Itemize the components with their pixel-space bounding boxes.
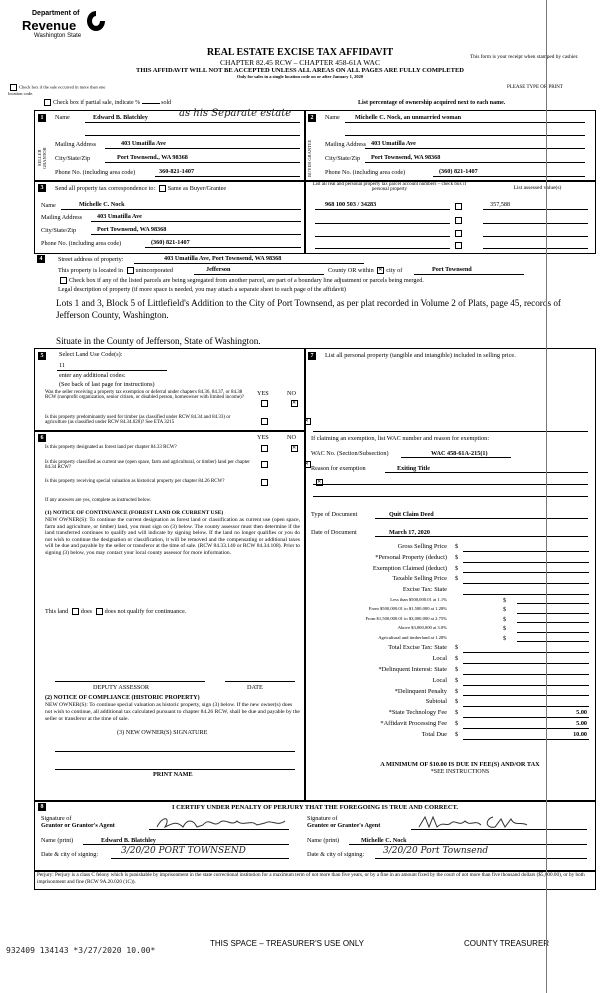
corr-city-label: City/State/Zip (41, 227, 77, 234)
reason-value[interactable]: Exiting Title (397, 465, 430, 472)
buyer-phone[interactable]: (360) 821-1407 (439, 168, 478, 175)
dollar-sign: $ (455, 709, 459, 717)
city-of-row (328, 267, 402, 274)
tax-row-value-line[interactable] (463, 739, 589, 740)
dollar-sign: $ (455, 698, 459, 706)
unincorporated-label: unincorporated (135, 267, 173, 274)
buyer-section (304, 110, 596, 182)
grantee-date-city[interactable]: 3/20/20 Port Townsend (383, 846, 489, 856)
buyer-name[interactable]: Michelle C. Nock, an unmarried woman (355, 114, 462, 121)
tax-row-value-line[interactable] (463, 717, 589, 718)
corr-city[interactable]: Port Townsend, WA 98368 (97, 226, 167, 233)
seller-city-label: City/State/Zip (55, 155, 91, 162)
tax-row-label: Exemption Claimed (deduct) (372, 564, 447, 572)
does-not-label: does not qualify for continuance. (104, 608, 187, 615)
grantor-print-label: Name (print) (41, 837, 74, 844)
section-7 (304, 348, 596, 802)
unincorporated-checkbox[interactable] (127, 267, 134, 274)
assessor-date-label: DATE (247, 684, 263, 691)
grantor-date-city-label: Date & city of signing: (41, 851, 99, 858)
section-8-badge: 8 (38, 803, 46, 811)
does-checkbox[interactable] (72, 608, 79, 615)
tax-row-value-line[interactable] (517, 622, 589, 623)
tax-row (305, 624, 595, 634)
dor-logo (22, 8, 132, 50)
tax-row-value-line[interactable] (463, 652, 589, 653)
location-row (58, 267, 173, 274)
dollar-sign: $ (455, 666, 459, 674)
historic-title: (2) NOTICE OF COMPLIANCE (HISTORIC PROPERTY) (45, 695, 200, 701)
form-warning: THIS AFFIDAVIT WILL NOT BE ACCEPTED UNLESS ALL AREAS ON ALL PAGES ARE FULLY COMPLETED (136, 67, 464, 74)
type-or-print: PLEASE TYPE OR PRINT (507, 85, 563, 90)
s6-no-header: NO (287, 434, 296, 441)
print-name-label: PRINT NAME (153, 771, 193, 778)
does-label: does (80, 608, 93, 615)
deputy-assessor-label: DEPUTY ASSESSOR (93, 684, 149, 691)
tax-row-label: *State Technology Fee (388, 709, 447, 717)
multi-location-checkbox[interactable] (10, 84, 17, 91)
minimum-note: A MINIMUM OF $10.00 IS DUE IN FEE(S) AND/OR TAX (380, 761, 540, 768)
tax-row-label: Total Excise Tax: State (388, 644, 447, 652)
forest-yes-checkbox[interactable] (261, 445, 268, 452)
correspondence-section (34, 180, 306, 254)
seller-phone[interactable]: 360-821-1407 (159, 168, 195, 175)
logo-dept-line3: Washington State (34, 33, 82, 39)
see-instructions-note: *SEE INSTRUCTIONS (430, 769, 490, 775)
grantor-signature[interactable] (153, 813, 293, 833)
dollar-sign: $ (503, 634, 507, 642)
multi-location-label: Check box if the sale occurred in more than one location code. (8, 84, 106, 96)
this-land-label: This land (45, 608, 69, 615)
tax-row-value[interactable]: 10.00 (573, 730, 587, 738)
section-7-badge: 7 (308, 352, 316, 360)
dollar-sign: $ (455, 655, 459, 663)
tax-row-value[interactable]: 5.00 (576, 709, 587, 717)
tax-row-label: Less than $500,000.01 at 1.1% (390, 596, 447, 602)
form-title: REAL ESTATE EXCISE TAX AFFIDAVIT (206, 47, 394, 58)
reason-label: Reason for exemption (311, 465, 366, 472)
dollar-sign: $ (455, 644, 459, 652)
boundary-row (58, 277, 588, 284)
grantor-sig-label1: Signature of (41, 815, 72, 822)
tax-row-value-line[interactable] (463, 706, 589, 707)
timber-question: Is this property predominantly used for timber (as classified under RCW 84.34 and 84.33) or agriculture (as classified under RCW 84.34.020)? See ETA 3215 (45, 415, 231, 425)
tax-row (305, 585, 595, 596)
tax-row-value-line[interactable] (463, 685, 589, 686)
tax-row (305, 564, 595, 575)
tax-row-label: *Personal Property (deduct) (375, 553, 447, 561)
tax-row-label: Local (432, 655, 447, 663)
land-use-label: Select Land Use Code(s): (59, 351, 123, 358)
land-use-code[interactable]: 11 (59, 362, 65, 369)
new-owner-print-line[interactable] (55, 769, 295, 770)
forest-no-checkbox[interactable] (291, 445, 298, 452)
tax-row (305, 634, 595, 644)
perjury-text: Perjury: Perjury is a class C felony which is punishable by imprisonment in the state correctional institution for a maximum term of not more than five years, or by a fine in an amount fixed by the court of not more than five thousand dollars ($5,000.00), or by both imprisonment and fine (RCW 9A.20.020 (1C)). (37, 872, 585, 885)
seller-name-handwritten: as his Separate estate (179, 108, 292, 119)
historic-yes-checkbox[interactable] (261, 479, 268, 486)
county-treasurer-label: COUNTY TREASURER (464, 939, 550, 948)
parcel-account[interactable]: 968 100 503 / 34283 (325, 201, 377, 208)
grantor-sig-label2: Grantor or Grantor's Agent (41, 822, 115, 829)
same-as-buyer-checkbox[interactable] (159, 185, 166, 192)
boundary-checkbox[interactable] (60, 277, 67, 284)
corr-mailing-label: Mailing Address (41, 214, 83, 221)
tax-row (305, 553, 595, 564)
seller-section (34, 110, 306, 182)
new-owner-signature-label: (3) NEW OWNER(S) SIGNATURE (117, 729, 208, 736)
doc-date-label: Date of Document (311, 529, 357, 536)
receipt-note: This form is your receipt when stamped by cashier. (470, 54, 579, 60)
grantee-date-city-label: Date & city of signing: (307, 851, 365, 858)
page-edge (546, 0, 547, 993)
dollar-sign: $ (455, 730, 459, 738)
partial-sale-checkbox[interactable] (44, 99, 51, 106)
tax-row (305, 687, 595, 698)
property-section (34, 252, 594, 348)
grantee-signature[interactable] (415, 813, 545, 833)
treasurer-stamp: 932409 134143 *3/27/2020 10.00* (6, 946, 156, 955)
partial-sale-row (42, 99, 171, 106)
city-of-label: city of (386, 267, 403, 274)
tax-row (305, 643, 595, 654)
does-not-checkbox[interactable] (96, 608, 103, 615)
street-label: Street address of property: (58, 256, 124, 263)
timber-yes-checkbox[interactable] (261, 418, 268, 425)
dollar-sign: $ (455, 553, 459, 561)
tax-row-value-line[interactable] (517, 603, 589, 604)
personal-property-checkbox-3[interactable] (455, 230, 462, 237)
grantee-print-label: Name (print) (307, 837, 340, 844)
land-use-section (34, 348, 306, 432)
dollar-sign: $ (455, 543, 459, 550)
treasurer-space-label: THIS SPACE – TREASURER'S USE ONLY (210, 939, 365, 948)
grantee-sig-label1: Signature of (307, 815, 338, 822)
continuance-text: NEW OWNER(S): To continue the current designation as forest land or classification as current use (open space, farm and agriculture, or timber) land, you must sign on (3) below. The county assessor must then determine if the land transferred continues to qualify and will indicate by signing below. If the land no longer qualifies or you do not wish to continue the designation or classification, it will be removed and the compensating or additional taxes will be due and payable by the seller or transferor at the time of sale. (RCW 84.33.140 or RCW 84.34.108). Prior to signing (3) below, you may contact your local county assessor for more information. (45, 517, 300, 556)
section-6-badge: 6 (38, 434, 46, 442)
personal-property-checkbox-4[interactable] (455, 242, 462, 249)
section-8 (34, 800, 596, 872)
tax-row-value-line[interactable] (463, 572, 589, 573)
tax-computation-table (305, 542, 595, 741)
s6-yes-header: YES (257, 434, 269, 441)
tax-row-label: *Affidavit Processing Fee (380, 720, 447, 728)
seller-name-label: Name (55, 114, 70, 121)
logo-dept-line1: Department of (32, 10, 80, 17)
tax-row-label: Gross Selling Price (397, 543, 447, 550)
county-label: County OR within (328, 267, 374, 274)
dollar-sign: $ (455, 720, 459, 728)
section-5-badge: 5 (38, 352, 46, 360)
perjury-notice (34, 870, 596, 890)
grantor-print-name[interactable]: Edward B. Blatchley (101, 837, 156, 844)
personal-property-checkbox-2[interactable] (455, 217, 462, 224)
additional-codes-label: enter any additional codes: (59, 372, 126, 379)
boundary-label: Check box if any of the listed parcels are being segregated from another parcel, are part of a boundary line adjustment or parcels being merged. (69, 277, 424, 284)
county-value[interactable]: Jefferson (206, 266, 231, 273)
grantee-sig-label2: Grantee or Grantee's Agent (307, 822, 381, 829)
land-use-yes-header: YES (257, 390, 269, 397)
legal-situate[interactable]: Situate in the County of Jefferson, State of Washington. (56, 336, 261, 346)
tax-row-value-line[interactable] (517, 613, 589, 614)
historic-question: Is this property receiving special valuation as historical property per chapter 84.26 RCW? (45, 479, 225, 484)
seller-mailing[interactable]: 403 Umatilla Ave (121, 140, 166, 147)
corr-phone-label: Phone No. (including area code) (41, 240, 122, 247)
buyer-mailing[interactable]: 403 Umatilla Ave (371, 140, 416, 147)
tax-row (305, 719, 595, 730)
current-use-yes-checkbox[interactable] (261, 461, 268, 468)
ownership-note: List percentage of ownership acquired next to each name. (358, 100, 506, 106)
dor-emblem-icon (86, 10, 106, 32)
tax-row-value-line[interactable] (463, 583, 589, 584)
new-owner-signature-line[interactable] (55, 751, 295, 752)
tax-row (305, 676, 595, 687)
tax-row-value[interactable]: 5.00 (576, 720, 587, 728)
wac-value[interactable]: WAC 458-61A-215(1) (431, 450, 488, 457)
tax-row-value-line[interactable] (463, 594, 589, 595)
correspondence-label: Send all property tax correspondence to: (55, 185, 156, 192)
tax-row-label: Taxable Selling Price (392, 575, 447, 583)
corr-name-label: Name (41, 202, 56, 209)
buyer-city-label: City/State/Zip (325, 155, 361, 162)
tax-row (305, 615, 595, 625)
correspondence-row (55, 185, 226, 192)
exemption-label: If claiming an exemption, list WAC number and reason for exemption: (311, 435, 490, 442)
seller-mailing-label: Mailing Address (55, 141, 97, 148)
seller-city[interactable]: Port Townsend., WA 98368 (117, 154, 188, 161)
tax-row-value-line[interactable] (517, 632, 589, 633)
tax-row-label: Agricultural and timberland at 1.28% (378, 634, 447, 640)
personal-property-label: List all personal property (tangible and intangible) included in selling price. (325, 352, 516, 359)
tax-row-label: Local (432, 676, 447, 684)
parcel-section (304, 180, 596, 254)
tax-row-label: Excise Tax: State (402, 586, 447, 594)
city-value[interactable]: Port Townsend (432, 266, 472, 273)
doc-type-label: Type of Document (311, 511, 358, 518)
parcel-value[interactable]: 357,588 (490, 201, 511, 208)
tax-row-label: Total Due (421, 730, 447, 738)
forest-question: Is this property designated as forest land per chapter 84.33 RCW? (45, 445, 177, 450)
section-3-badge: 3 (38, 184, 46, 192)
corr-name[interactable]: Michelle C. Nock (79, 201, 125, 208)
seller-phone-label: Phone No. (including area code) (55, 169, 136, 176)
if-yes-note: If any answers are yes, complete as instructed below. (45, 498, 152, 503)
continuance-title: (1) NOTICE OF CONTINUANCE (FOREST LAND OR CURRENT USE) (45, 510, 224, 516)
assessed-header: List assessed value(s) (513, 185, 562, 191)
form-chapter: CHAPTER 82.45 RCW – CHAPTER 458-61A WAC (220, 58, 380, 67)
buyer-side-label: BUYER GRANTEE (307, 139, 312, 177)
tax-row (305, 708, 595, 719)
partial-percent-field[interactable] (142, 103, 160, 104)
tax-row-value-line[interactable] (517, 641, 589, 642)
see-back-label: (See back of last page for instructions) (59, 381, 155, 388)
dollar-sign: $ (455, 575, 459, 583)
dollar-sign: $ (455, 676, 459, 684)
tax-row (305, 654, 595, 665)
dollar-sign: $ (503, 606, 507, 614)
street-address[interactable]: 403 Umatilla Ave, Port Townsend, WA 98368 (164, 255, 282, 262)
grantor-date-city[interactable]: 3/20/20 PORT TOWNSEND (121, 846, 246, 856)
tax-row-label: *Delinquent Interest: State (378, 666, 447, 674)
partial-sale-label: Check box if partial sale, indicate % (53, 99, 141, 106)
tax-row-value-line[interactable] (463, 551, 589, 552)
tax-row-label: Subtotal (425, 698, 447, 706)
parcel-header: List all real and personal property tax parcel account numbers – check box if personal property (312, 182, 467, 192)
tax-row (305, 574, 595, 585)
buyer-mailing-label: Mailing Address (325, 141, 367, 148)
section-1-badge: 1 (38, 114, 46, 122)
dollar-sign: $ (503, 625, 507, 633)
seller-side-label: SELLER GRANTOR (37, 147, 47, 169)
doc-date[interactable]: March 17, 2020 (389, 529, 430, 536)
tax-row-label: Above $3,000,000 at 3.0% (397, 625, 447, 631)
tax-row (305, 596, 595, 606)
tax-row (305, 605, 595, 615)
land-use-no-header: NO (287, 390, 296, 397)
corr-phone[interactable]: (360) 821-1407 (151, 239, 190, 246)
historic-text: NEW OWNER(S): To continue special valuation as historic property, sign (3) below. If the new owner(s) does not wish to continue, all additional tax calculated pursuant to chapter 84.26 RCW, shall be due and payable by the seller or transferor at the time of sale. (45, 702, 300, 722)
exemption-yes-checkbox[interactable] (261, 400, 268, 407)
tax-row-label: *Delinquent Penalty (394, 687, 447, 695)
same-as-buyer-label: Same as Buyer/Grantee (167, 185, 227, 192)
dollar-sign: $ (503, 596, 507, 604)
buyer-city[interactable]: Port Townsend, WA 98368 (371, 154, 441, 161)
tax-row-label: From $500,000.01 to $1,500,000 at 1.28% (368, 606, 447, 612)
tax-row-value-line[interactable] (463, 728, 589, 729)
buyer-name-label: Name (325, 114, 340, 121)
qualify-row (45, 608, 186, 615)
dollar-sign: $ (455, 687, 459, 695)
personal-property-checkbox-1[interactable] (455, 203, 462, 210)
legal-label: Legal description of property (if more space is needed, you may attach a separate sheet to each page of the affidavit) (58, 286, 346, 293)
located-in-label: This property is located in (58, 267, 123, 274)
tax-row (305, 665, 595, 676)
tax-row-label: From $1,500,000.01 to $3,000,000 at 2.75% (365, 615, 447, 621)
corr-mailing[interactable]: 403 Umatilla Ave (97, 213, 142, 220)
tax-row (305, 542, 595, 553)
dollar-sign: $ (455, 564, 459, 572)
tax-row-value-line[interactable] (463, 674, 589, 675)
exemption-question: Was the seller receiving a property tax exemption or deferral under chapters 84.36, 84.37, or 84.38 RCW (nonprofit organization, senior citizen, or disabled person, homeowner with limited income)? (45, 390, 244, 400)
certify-statement: I CERTIFY UNDER PENALTY OF PERJURY THAT THE FOREGOING IS TRUE AND CORRECT. (171, 804, 458, 811)
section-6 (34, 430, 306, 802)
exemption-no-checkbox[interactable] (291, 400, 298, 407)
tax-row-value-line[interactable] (463, 695, 589, 696)
tax-row (305, 697, 595, 708)
buyer-phone-label: Phone No. (including area code) (325, 169, 406, 176)
section-2-badge: 2 (308, 114, 316, 122)
section-4-badge: 4 (37, 255, 45, 263)
form-only-sales: Only for sales in a single location code on or after January 1, 2020 (236, 74, 364, 79)
current-use-question: Is this property classified as current use (open space, farm and agricultural, or timber) land per chapter 84.34 RCW? (45, 460, 250, 470)
city-of-checkbox[interactable] (377, 267, 384, 274)
multi-location-row (8, 84, 118, 96)
tax-row-value-line[interactable] (463, 663, 589, 664)
tax-row-value-line[interactable] (463, 562, 589, 563)
dollar-sign: $ (503, 615, 507, 623)
logo-dept-line2: Revenue (22, 18, 77, 33)
tax-row (305, 730, 595, 741)
doc-type[interactable]: Quit Claim Deed (389, 511, 434, 518)
seller-name[interactable]: Edward B. Blatchley (93, 114, 148, 121)
legal-description[interactable]: Lots 1 and 3, Block 5 of Littlefield's Addition to the City of Port Townsend, as per plat recorded in Volume 2 of Plats, page 45, records of Jefferson County, Washington. (56, 298, 561, 320)
wac-label: WAC No. (Section/Subsection) (311, 450, 389, 457)
grantee-print-name[interactable]: Michelle C. Nock (361, 837, 407, 844)
partial-sold-label: sold (161, 99, 172, 106)
